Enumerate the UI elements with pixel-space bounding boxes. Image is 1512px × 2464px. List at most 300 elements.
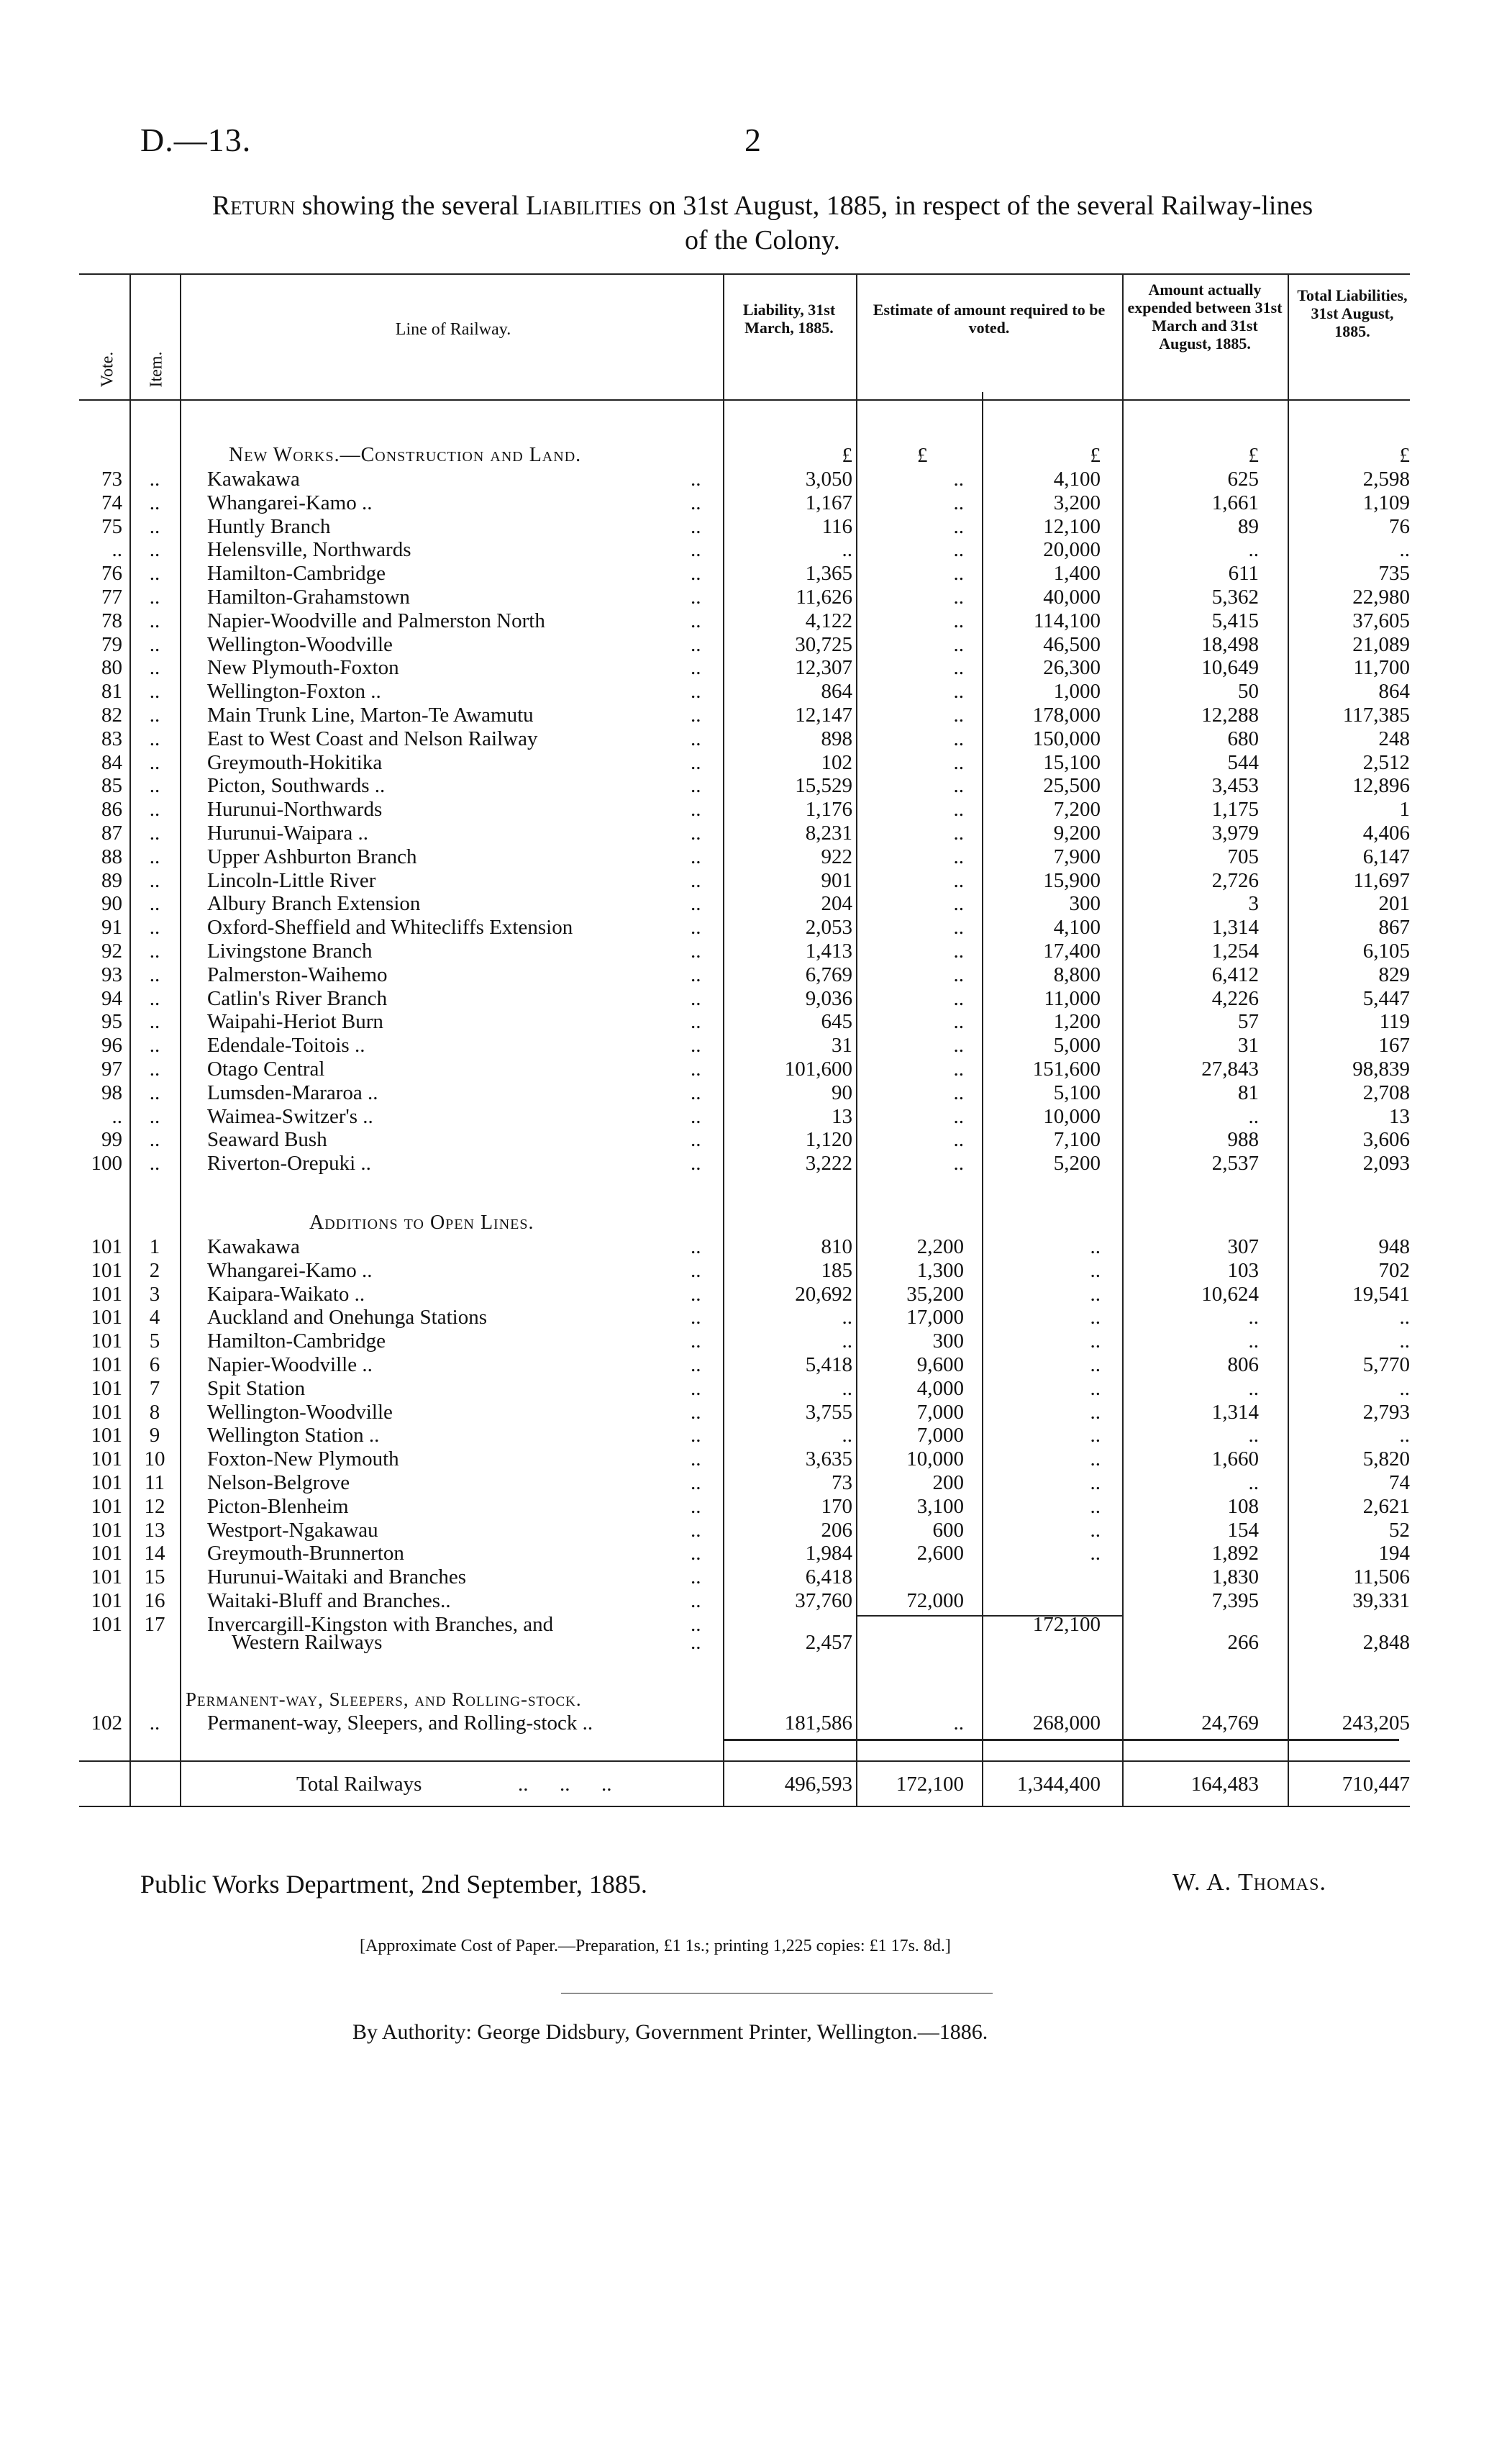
- total-value: ..: [1399, 1329, 1410, 1353]
- liability-value: 185: [821, 1258, 852, 1282]
- expended-value: 1,830: [1211, 1565, 1259, 1589]
- estimate-value-2: ..: [1090, 1494, 1101, 1518]
- line-name: Seaward Bush: [207, 1128, 327, 1152]
- vote-number: 95: [101, 1010, 122, 1034]
- document-title: [72, 188, 1453, 258]
- total-value: 248: [1378, 727, 1410, 750]
- estimate-value: 35,200: [906, 1282, 964, 1306]
- total-value: 39,331: [1352, 1589, 1410, 1612]
- line-name: Livingstone Branch: [207, 940, 373, 963]
- total-value: 2,512: [1362, 750, 1410, 774]
- vote-number: 75: [101, 514, 122, 538]
- table-row: 101 11 Nelson-Belgrove 73 200 .. .. 74 ..: [0, 1471, 1512, 1494]
- liability-value: ..: [842, 1329, 852, 1353]
- item-number: ..: [149, 940, 160, 963]
- vote-number: 89: [101, 868, 122, 892]
- line-name: Greymouth-Hokitika: [207, 750, 383, 774]
- estimate-value: ..: [953, 822, 964, 845]
- authority-line: By Authority: George Didsbury, Government Printer, Wellington.—1886.: [352, 2020, 988, 2044]
- line-name: Catlin's River Branch: [207, 986, 388, 1010]
- liability-value: 1,365: [805, 562, 852, 586]
- estimate-value: 1,300: [916, 1258, 964, 1282]
- expended-value: 108: [1227, 1494, 1259, 1518]
- item-number: ..: [149, 916, 160, 940]
- currency-symbol: £: [1248, 444, 1259, 467]
- title-return: Return: [211, 191, 296, 221]
- line-name: Waimea-Switzer's ..: [207, 1104, 373, 1128]
- liability-value: 170: [821, 1494, 852, 1518]
- total-value: 5,447: [1362, 986, 1410, 1010]
- line-name: Invercargill-Kingston with Branches, and: [207, 1612, 554, 1636]
- vote-number: 74: [101, 491, 122, 514]
- vote-number: 101: [91, 1235, 122, 1258]
- total-label: Total Railways: [296, 1773, 422, 1796]
- line-name: Hamilton-Grahamstown: [207, 586, 410, 609]
- expended-value: 27,843: [1201, 1058, 1259, 1081]
- expended-value: 3,979: [1211, 822, 1259, 845]
- expended-value: 1,314: [1211, 1400, 1259, 1424]
- vote-number: 96: [101, 1034, 122, 1058]
- expended-value: 611: [1228, 562, 1259, 586]
- total-liabilities: 710,447: [1342, 1773, 1410, 1796]
- estimate-value-2: 46,500: [1043, 632, 1101, 656]
- item-number: ..: [149, 491, 160, 514]
- expended-value: 154: [1227, 1518, 1259, 1542]
- total-value: 13: [1389, 1104, 1410, 1128]
- expended-value: 18,498: [1201, 632, 1259, 656]
- item-number: ..: [149, 1128, 160, 1152]
- estimate-value-2: 25,500: [1043, 774, 1101, 798]
- table-row: .. .. Waimea-Switzer's .. 13 .. 10,000 .. 13 ..: [0, 1105, 1512, 1128]
- line-name: New Plymouth-Foxton: [207, 656, 399, 680]
- line-name: Hurunui-Northwards: [207, 798, 383, 822]
- section-new-works: New Works.—Construction and Land.: [229, 444, 582, 466]
- total-value: 11,700: [1353, 656, 1410, 680]
- table-row: 101 1 Kawakawa 810 2,200 .. 307 948 ..: [0, 1235, 1512, 1258]
- column-header-total: Total Liabilities, 31st August, 1885.: [1297, 286, 1408, 340]
- cost-note: [Approximate Cost of Paper.—Preparation, £1 1s.; printing 1,225 copies: £1 17s. 8d.]: [360, 1937, 951, 1955]
- liability-value: 8,231: [805, 822, 852, 845]
- item-number: ..: [149, 538, 160, 562]
- title-text-c: on 31st August, 1885, in respect of the several Railway-lines: [648, 191, 1313, 221]
- estimate-value-2: 20,000: [1043, 538, 1101, 562]
- liability-value: 1,120: [805, 1128, 852, 1152]
- liability-value: ..: [842, 1306, 852, 1329]
- item-number: ..: [149, 963, 160, 986]
- vote-number: 100: [91, 1152, 122, 1176]
- vote-number: 88: [101, 845, 122, 868]
- total-value: 21,089: [1352, 632, 1410, 656]
- estimate-value-2: 172,100: [1032, 1612, 1101, 1636]
- expended-value: 1,892: [1211, 1542, 1259, 1565]
- expended-value: 2,726: [1211, 868, 1259, 892]
- table-row: 91 .. Oxford-Sheffield and Whitecliffs Extension 2,053 .. 4,100 1,314 867 ..: [0, 916, 1512, 939]
- estimate-value: ..: [953, 916, 964, 940]
- item-number: ..: [149, 680, 160, 704]
- item-number: ..: [149, 1034, 160, 1058]
- estimate-value-2: 1,000: [1053, 680, 1101, 704]
- table-row: 79 .. Wellington-Woodville 30,725 .. 46,500 18,498 21,089 ..: [0, 633, 1512, 656]
- total-estimate-2: 1,344,400: [1017, 1773, 1101, 1796]
- expended-value: 10,624: [1201, 1282, 1259, 1306]
- table-row: 84 .. Greymouth-Hokitika 102 .. 15,100 544 2,512 ..: [0, 751, 1512, 774]
- liability-value: 3,755: [805, 1400, 852, 1424]
- vote-number: 99: [101, 1128, 122, 1152]
- estimate-value: ..: [953, 1128, 964, 1152]
- total-value: 6,105: [1362, 940, 1410, 963]
- estimate-value-2: ..: [1090, 1447, 1101, 1471]
- table-row: 74 .. Whangarei-Kamo .. 1,167 .. 3,200 1,661 1,109 ..: [0, 491, 1512, 514]
- table-row: 98 .. Lumsden-Mararoa .. 90 .. 5,100 81 2,708 ..: [0, 1081, 1512, 1104]
- table-row: 76 .. Hamilton-Cambridge 1,365 .. 1,400 611 735 ..: [0, 562, 1512, 585]
- liability-value: 181,586: [784, 1711, 852, 1735]
- expended-value: 266: [1227, 1631, 1259, 1654]
- estimate-value-2: 300: [1069, 892, 1101, 916]
- total-value: 2,848: [1362, 1631, 1410, 1654]
- expended-value: 680: [1227, 727, 1259, 750]
- line-name: Lincoln-Little River: [207, 868, 376, 892]
- vote-number: 94: [101, 986, 122, 1010]
- line-name: Main Trunk Line, Marton-Te Awamutu: [207, 704, 534, 727]
- expended-value: ..: [1248, 1104, 1259, 1128]
- line-name: East to West Coast and Nelson Railway: [207, 727, 538, 750]
- estimate-value-2: ..: [1090, 1471, 1101, 1494]
- estimate-value: 10,000: [906, 1447, 964, 1471]
- table-row: 87 .. Hurunui-Waipara .. 8,231 .. 9,200 3,979 4,406 ..: [0, 822, 1512, 845]
- table-row: 101 15 Hurunui-Waitaki and Branches 6,418 1,830 11,506 ..: [0, 1565, 1512, 1588]
- item-number: 12: [144, 1494, 165, 1518]
- vote-number: 76: [101, 562, 122, 586]
- table-row: 82 .. Main Trunk Line, Marton-Te Awamutu 12,147 .. 178,000 12,288 117,385 ..: [0, 704, 1512, 727]
- item-number: ..: [149, 892, 160, 916]
- vote-number: 80: [101, 656, 122, 680]
- line-name: Kaipara-Waikato ..: [207, 1282, 365, 1306]
- estimate-value-2: 1,200: [1053, 1010, 1101, 1034]
- expended-value: 988: [1227, 1128, 1259, 1152]
- total-value: 11,506: [1353, 1565, 1410, 1589]
- line-name: Auckland and Onehunga Stations: [207, 1306, 488, 1329]
- liability-value: 37,760: [795, 1589, 852, 1612]
- total-value: 2,708: [1362, 1081, 1410, 1104]
- total-value: 864: [1378, 680, 1410, 704]
- total-value: 735: [1378, 562, 1410, 586]
- item-number: ..: [149, 845, 160, 868]
- table-row: 101 10 Foxton-New Plymouth 3,635 10,000 .. 1,660 5,820 ..: [0, 1447, 1512, 1470]
- liability-value: 9,036: [805, 986, 852, 1010]
- liability-value: 6,769: [805, 963, 852, 986]
- expended-value: ..: [1248, 1329, 1259, 1353]
- item-number: ..: [149, 1058, 160, 1081]
- estimate-value: 2,200: [916, 1235, 964, 1258]
- line-name: Picton-Blenheim: [207, 1494, 349, 1518]
- line-name: Lumsden-Mararoa ..: [207, 1081, 378, 1104]
- total-value: 167: [1378, 1034, 1410, 1058]
- line-name: Palmerston-Waihemo: [207, 963, 388, 986]
- title-text-a: showing the several: [301, 191, 519, 221]
- line-name: Huntly Branch: [207, 514, 331, 538]
- item-number: ..: [149, 1711, 160, 1735]
- estimate-value-2: 11,000: [1044, 986, 1101, 1010]
- item-number: ..: [149, 609, 160, 632]
- total-value: ..: [1399, 538, 1410, 562]
- table-row: 101 9 Wellington Station .. .. 7,000 .. .. .. ..: [0, 1424, 1512, 1447]
- total-value: 201: [1378, 892, 1410, 916]
- estimate-value-2: 1,400: [1053, 562, 1101, 586]
- liability-value: 30,725: [795, 632, 852, 656]
- liability-value: 206: [821, 1518, 852, 1542]
- line-name: Spit Station: [207, 1376, 306, 1400]
- vote-number: 87: [101, 822, 122, 845]
- liability-value: 6,418: [805, 1565, 852, 1589]
- table-row: 96 .. Edendale-Toitois .. 31 .. 5,000 31 167 ..: [0, 1034, 1512, 1057]
- estimate-value: ..: [953, 468, 964, 491]
- estimate-value-2: 178,000: [1032, 704, 1101, 727]
- vote-number: 86: [101, 798, 122, 822]
- table-row: 101 5 Hamilton-Cambridge .. 300 .. .. .. ..: [0, 1329, 1512, 1353]
- estimate-value: ..: [953, 963, 964, 986]
- line-name: Whangarei-Kamo ..: [207, 491, 373, 514]
- line-name: Wellington Station ..: [207, 1424, 380, 1447]
- expended-value: 24,769: [1201, 1711, 1259, 1735]
- currency-symbol: £: [1399, 444, 1410, 467]
- total-expended: 164,483: [1190, 1773, 1259, 1796]
- expended-value: 1,254: [1211, 940, 1259, 963]
- item-number: ..: [149, 562, 160, 586]
- estimate-value-2: 9,200: [1053, 822, 1101, 845]
- item-number: ..: [149, 656, 160, 680]
- total-value: 11,697: [1353, 868, 1410, 892]
- item-number: 4: [149, 1306, 160, 1329]
- estimate-value: ..: [953, 514, 964, 538]
- column-header-item: Item.: [147, 351, 166, 388]
- estimate-value: ..: [953, 656, 964, 680]
- total-estimate: 172,100: [896, 1773, 964, 1796]
- estimate-value-2: ..: [1090, 1400, 1101, 1424]
- line-name: Greymouth-Brunnerton: [207, 1542, 404, 1565]
- liability-value: 864: [821, 680, 852, 704]
- liability-value: 116: [821, 514, 852, 538]
- vote-number: 101: [91, 1589, 122, 1612]
- vote-number: 101: [91, 1542, 122, 1565]
- liability-value: ..: [842, 1424, 852, 1447]
- total-value: 5,770: [1362, 1353, 1410, 1376]
- line-name: Hurunui-Waipara ..: [207, 822, 368, 845]
- total-value: 194: [1378, 1542, 1410, 1565]
- item-number: ..: [149, 468, 160, 491]
- title-line-2: of the Colony.: [684, 225, 840, 255]
- estimate-value-2: 4,100: [1053, 468, 1101, 491]
- expended-value: 1,660: [1211, 1447, 1259, 1471]
- line-name: Albury Branch Extension: [207, 892, 421, 916]
- table-row: 95 .. Waipahi-Heriot Burn 645 .. 1,200 57 119 ..: [0, 1010, 1512, 1033]
- vote-number: 85: [101, 774, 122, 798]
- vote-number: 101: [91, 1494, 122, 1518]
- line-name: Permanent-way, Sleepers, and Rolling-stock ..: [207, 1711, 593, 1735]
- estimate-value-2: 5,100: [1053, 1081, 1101, 1104]
- total-row: Total Railways .. .. .. 496,593 172,100 1,344,400 164,483 710,447: [296, 1773, 1410, 1796]
- table-row: 94 .. Catlin's River Branch 9,036 .. 11,000 4,226 5,447 ..: [0, 987, 1512, 1010]
- estimate-value: 3,100: [916, 1494, 964, 1518]
- total-value: 22,980: [1352, 586, 1410, 609]
- line-name: Waitaki-Bluff and Branches..: [207, 1589, 451, 1612]
- expended-value: 81: [1238, 1081, 1259, 1104]
- item-number: 9: [149, 1424, 160, 1447]
- item-number: 2: [149, 1258, 160, 1282]
- expended-value: 3: [1248, 892, 1259, 916]
- table-row: 80 .. New Plymouth-Foxton 12,307 .. 26,300 10,649 11,700 ..: [0, 656, 1512, 679]
- estimate-value-2: ..: [1090, 1518, 1101, 1542]
- estimate-value-2: 4,100: [1053, 916, 1101, 940]
- vote-number: 91: [101, 916, 122, 940]
- item-number: ..: [149, 1152, 160, 1176]
- estimate-value-2: ..: [1090, 1424, 1101, 1447]
- estimate-value: 4,000: [916, 1376, 964, 1400]
- estimate-value-2: 15,100: [1043, 750, 1101, 774]
- table-row: 86 .. Hurunui-Northwards 1,176 .. 7,200 1,175 1 ..: [0, 798, 1512, 821]
- estimate-value: ..: [953, 1104, 964, 1128]
- footer-department: Public Works Department, 2nd September, 1885.: [140, 1870, 647, 1899]
- line-name: Upper Ashburton Branch: [207, 845, 417, 868]
- total-value: 4,406: [1362, 822, 1410, 845]
- column-header-vote: Vote.: [98, 351, 117, 388]
- estimate-value-2: 114,100: [1033, 609, 1101, 632]
- vote-number: ..: [111, 538, 122, 562]
- total-value: 867: [1378, 916, 1410, 940]
- estimate-value: 17,000: [906, 1306, 964, 1329]
- line-name: Napier-Woodville and Palmerston North: [207, 609, 545, 632]
- item-number: ..: [149, 1104, 160, 1128]
- item-number: 13: [144, 1518, 165, 1542]
- estimate-value: ..: [953, 538, 964, 562]
- column-header-line: Line of Railway.: [395, 320, 511, 339]
- expended-value: 57: [1238, 1010, 1259, 1034]
- title-liabilities: Liabilities: [526, 191, 642, 221]
- expended-value: 1,314: [1211, 916, 1259, 940]
- estimate-value-2: 268,000: [1032, 1711, 1101, 1735]
- expended-value: 5,415: [1211, 609, 1259, 632]
- line-name: Wellington-Foxton ..: [207, 680, 381, 704]
- table-row: 90 .. Albury Branch Extension 204 .. 300 3 201 ..: [0, 892, 1512, 915]
- item-number: 11: [145, 1471, 165, 1494]
- item-number: ..: [149, 822, 160, 845]
- line-name: Westport-Ngakawau: [207, 1518, 378, 1542]
- vote-number: 101: [91, 1400, 122, 1424]
- expended-value: 625: [1227, 468, 1259, 491]
- total-value: 2,621: [1362, 1494, 1410, 1518]
- vote-number: 101: [91, 1612, 122, 1636]
- total-value: 119: [1379, 1010, 1410, 1034]
- liability-value: 1,984: [805, 1542, 852, 1565]
- line-name: Edendale-Toitois ..: [207, 1034, 365, 1058]
- item-number: ..: [149, 727, 160, 750]
- total-value: 1: [1399, 798, 1410, 822]
- column-header-liability: Liability, 31st March, 1885.: [742, 301, 836, 337]
- expended-value: 307: [1227, 1235, 1259, 1258]
- estimate-value: ..: [953, 491, 964, 514]
- vote-number: 101: [91, 1376, 122, 1400]
- expended-value: 7,395: [1211, 1589, 1259, 1612]
- estimate-value: 7,000: [916, 1400, 964, 1424]
- liability-value: 12,147: [795, 704, 852, 727]
- table-row: 101 16 Waitaki-Bluff and Branches.. 37,760 72,000 7,395 39,331 ..: [0, 1589, 1512, 1612]
- estimate-value-2: 150,000: [1032, 727, 1101, 750]
- estimate-value-2: 17,400: [1043, 940, 1101, 963]
- vote-number: 101: [91, 1282, 122, 1306]
- expended-value: 4,226: [1211, 986, 1259, 1010]
- liability-value: 13: [832, 1104, 852, 1128]
- item-number: 3: [149, 1282, 160, 1306]
- total-value: 243,205: [1342, 1711, 1410, 1735]
- expended-value: ..: [1248, 1306, 1259, 1329]
- line-name: Hamilton-Cambridge: [207, 1329, 386, 1353]
- vote-number: 101: [91, 1447, 122, 1471]
- section-additions: Additions to Open Lines.: [309, 1211, 534, 1234]
- table-row: 89 .. Lincoln-Little River 901 .. 15,900 2,726 11,697 ..: [0, 869, 1512, 892]
- total-value: 948: [1378, 1235, 1410, 1258]
- estimate-value: ..: [953, 845, 964, 868]
- line-name: Foxton-New Plymouth: [207, 1447, 399, 1471]
- line-name: Wellington-Woodville: [207, 632, 393, 656]
- total-value: 702: [1378, 1258, 1410, 1282]
- currency-symbol: £: [842, 444, 852, 467]
- vote-number: 101: [91, 1353, 122, 1376]
- table-row: 93 .. Palmerston-Waihemo 6,769 .. 8,800 6,412 829 ..: [0, 963, 1512, 986]
- total-value: 98,839: [1352, 1058, 1410, 1081]
- currency-symbol: £: [1090, 444, 1101, 467]
- total-value: ..: [1399, 1306, 1410, 1329]
- estimate-value: 2,600: [916, 1542, 964, 1565]
- estimate-value: ..: [953, 892, 964, 916]
- vote-number: 84: [101, 750, 122, 774]
- total-value: 76: [1389, 514, 1410, 538]
- line-name: Picton, Southwards ..: [207, 774, 386, 798]
- item-number: ..: [149, 704, 160, 727]
- expended-value: 5,362: [1211, 586, 1259, 609]
- vote-number: 101: [91, 1471, 122, 1494]
- estimate-value-2: ..: [1090, 1542, 1101, 1565]
- liability-value: 1,413: [805, 940, 852, 963]
- vote-number: 101: [91, 1424, 122, 1447]
- vote-number: 101: [91, 1329, 122, 1353]
- estimate-value: ..: [953, 986, 964, 1010]
- item-number: ..: [149, 986, 160, 1010]
- vote-number: 82: [101, 704, 122, 727]
- liability-value: ..: [842, 1376, 852, 1400]
- liability-value: 1,167: [805, 491, 852, 514]
- currency-row: [0, 444, 1512, 467]
- liability-value: 102: [821, 750, 852, 774]
- item-number: ..: [149, 868, 160, 892]
- estimate-value-2: 3,200: [1053, 491, 1101, 514]
- item-number: ..: [149, 798, 160, 822]
- item-number: 8: [149, 1400, 160, 1424]
- total-value: 117,385: [1342, 704, 1410, 727]
- item-number: 14: [144, 1542, 165, 1565]
- table-row: Western Railways .. 2,457 266 2,848: [232, 1631, 1410, 1654]
- item-number: ..: [149, 774, 160, 798]
- liability-value: 3,222: [805, 1152, 852, 1176]
- liability-value: 204: [821, 892, 852, 916]
- table-row: 101 17 Invercargill-Kingston with Branches, and 172,100 ..: [0, 1613, 1512, 1636]
- expended-value: 2,537: [1211, 1152, 1259, 1176]
- total-value: 2,093: [1362, 1152, 1410, 1176]
- estimate-value-2: 7,900: [1053, 845, 1101, 868]
- footer-signature: W. A. Thomas.: [1172, 1869, 1326, 1896]
- line-name: Otago Central: [207, 1058, 325, 1081]
- estimate-value: ..: [953, 609, 964, 632]
- expended-value: 10,649: [1201, 656, 1259, 680]
- estimate-value: ..: [953, 680, 964, 704]
